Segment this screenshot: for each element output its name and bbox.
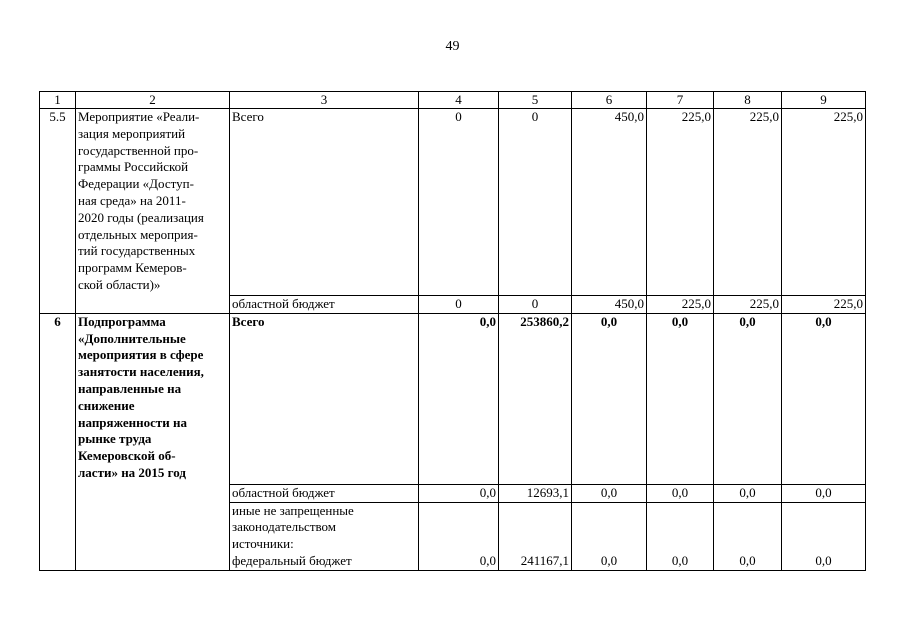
value-cell: 225,0 (647, 109, 714, 296)
funding-source: областной бюджет (230, 296, 419, 314)
value-cell: 0,0 (714, 313, 782, 484)
value-cell: 0,0 (647, 502, 714, 570)
column-number: 4 (419, 92, 499, 109)
value-cell: 0,0 (572, 502, 647, 570)
value-cell: 225,0 (714, 109, 782, 296)
row-number: 6 (40, 313, 76, 570)
value-cell: 0 (499, 296, 572, 314)
column-number: 5 (499, 92, 572, 109)
measure-name: Мероприятие «Реали- зация мероприятий государственной про- граммы Российской Федерации «Доступ- ная среда» на 2011- 2020 годы (реализация отдельных мероприя- тий государственных программ Кемеров- ской области)» (76, 109, 230, 314)
value-cell: 0,0 (572, 484, 647, 502)
value-cell: 253860,2 (499, 313, 572, 484)
column-number: 6 (572, 92, 647, 109)
table-row (40, 109, 866, 296)
value-cell: 0,0 (419, 484, 499, 502)
value-cell: 0 (499, 109, 572, 296)
value-cell: 450,0 (572, 109, 647, 296)
value-cell: 0,0 (419, 502, 499, 570)
funding-source: Всего (230, 109, 419, 296)
value-cell: 0,0 (714, 502, 782, 570)
value-cell: 0,0 (782, 313, 866, 484)
value-cell: 0,0 (647, 313, 714, 484)
funding-source: иные не запрещенные законодательством источники: федеральный бюджет (230, 502, 419, 570)
value-cell: 225,0 (782, 109, 866, 296)
value-cell: 225,0 (647, 296, 714, 314)
column-number: 3 (230, 92, 419, 109)
column-number-row (40, 92, 866, 109)
row-number: 5.5 (40, 109, 76, 314)
budget-table (39, 91, 866, 571)
subprogram-name: Подпрограмма «Дополнительные мероприятия в сфере занятости населения, направленные на снижение напряженности на рынке труда Кемеровской об- ласти» на 2015 год (76, 313, 230, 570)
funding-source: Всего (230, 313, 419, 484)
table-row (40, 313, 866, 484)
column-number: 9 (782, 92, 866, 109)
value-cell: 450,0 (572, 296, 647, 314)
column-number: 7 (647, 92, 714, 109)
value-cell: 225,0 (782, 296, 866, 314)
value-cell: 0,0 (419, 313, 499, 484)
value-cell: 0 (419, 109, 499, 296)
value-cell: 0 (419, 296, 499, 314)
value-cell: 0,0 (782, 502, 866, 570)
column-number: 2 (76, 92, 230, 109)
value-cell: 0,0 (572, 313, 647, 484)
value-cell: 12693,1 (499, 484, 572, 502)
page-number: 49 (445, 39, 460, 54)
value-cell: 225,0 (714, 296, 782, 314)
funding-source: областной бюджет (230, 484, 419, 502)
column-number: 8 (714, 92, 782, 109)
column-number: 1 (40, 92, 76, 109)
value-cell: 0,0 (782, 484, 866, 502)
value-cell: 241167,1 (499, 502, 572, 570)
value-cell: 0,0 (714, 484, 782, 502)
value-cell: 0,0 (647, 484, 714, 502)
